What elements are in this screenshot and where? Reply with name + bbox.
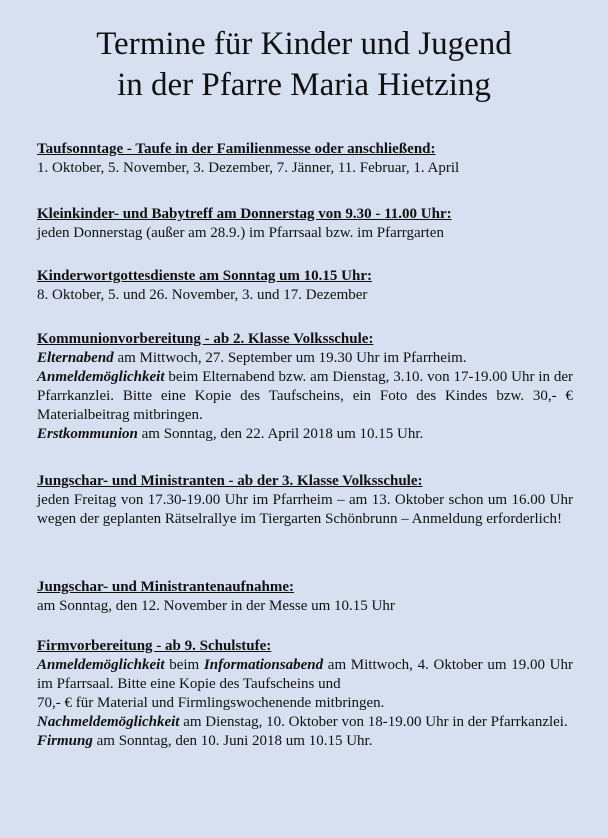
- erstkommunion-text: am Sonntag, den 22. April 2018 um 10.15 Uhr.: [137, 426, 424, 442]
- firm-anmeldung-paragraph: [37, 656, 573, 694]
- section-heading: Kleinkinder- und Babytreff am Donnerstag von 9.30 - 11.00 Uhr:: [37, 206, 452, 222]
- erstkommunion-label: Erstkommunion: [37, 426, 138, 442]
- anmeldung-paragraph: [37, 368, 573, 425]
- nachmeldung-paragraph: [37, 713, 573, 732]
- nachmeldung-label: Nachmeldemöglichkeit: [37, 714, 180, 730]
- firmung-paragraph: [37, 732, 573, 751]
- page-title: [0, 24, 608, 106]
- anmeldung-label: Anmeldemöglichkeit: [37, 369, 165, 385]
- section-text: 8. Oktober, 5. und 26. November, 3. und 17. Dezember: [37, 287, 368, 303]
- nachmeldung-text: am Dienstag, 10. Oktober von 18-19.00 Uhr in der Pfarrkanzlei.: [179, 714, 568, 730]
- section-heading: Jungschar- und Ministrantenaufnahme:: [37, 579, 294, 595]
- material-text: 70,- € für Material und Firmlingswochenende mitbringen.: [37, 695, 385, 711]
- informationsabend-label: Informationsabend: [203, 657, 324, 673]
- elternabend-label: Elternabend: [37, 350, 114, 366]
- section-text: am Sonntag, den 12. November in der Messe um 10.15 Uhr: [37, 598, 395, 614]
- section-text: jeden Freitag von 17.30-19.00 Uhr im Pfarrheim – am 13. Oktober schon um 16.00 Uhr wegen der geplanten Rätselrallye im Tiergarten Schönbrunn – Anmeldung erforderlich!: [37, 492, 573, 527]
- firmung-text: am Sonntag, den 10. Juni 2018 um 10.15 Uhr.: [92, 733, 373, 749]
- section-firmvorbereitung: [37, 637, 573, 751]
- section-text: 1. Oktober, 5. November, 3. Dezember, 7. Jänner, 11. Februar, 1. April: [37, 160, 460, 176]
- section-heading: Kommunionvorbereitung - ab 2. Klasse Volksschule:: [37, 331, 374, 347]
- section-ministrantenaufnahme: [37, 578, 573, 616]
- section-kommunionvorbereitung: [37, 330, 573, 444]
- firm-anmeldung-text: am Mittwoch, 4. Oktober um 19.00 Uhr im Pfarrsaal. Bitte eine Kopie des Taufscheins und: [37, 657, 573, 692]
- section-jungschar: [37, 472, 573, 529]
- title-line-2: in der Pfarre Maria Hietzing: [117, 67, 491, 103]
- section-heading: Firmvorbereitung - ab 9. Schulstufe:: [37, 638, 272, 654]
- anmeldung-text: beim Elternabend bzw. am Dienstag, 3.10. von 17-19.00 Uhr in der Pfarrkanzlei. Bitte eine Kopie des Taufscheins, ein Foto des Kindes bzw. 30,- € Materialbeitrag mitbringen.: [37, 369, 573, 423]
- section-text: jeden Donnerstag (außer am 28.9.) im Pfarrsaal bzw. im Pfarrgarten: [37, 225, 444, 241]
- section-kleinkinder: [37, 205, 573, 243]
- elternabend-text: am Mittwoch, 27. September um 19.30 Uhr im Pfarrheim.: [113, 350, 467, 366]
- section-taufsonntage: [37, 140, 573, 178]
- firm-anmeldung-mid: beim: [164, 657, 204, 673]
- firmung-label: Firmung: [37, 733, 93, 749]
- elternabend-paragraph: [37, 349, 573, 368]
- section-heading: Kinderwortgottesdienste am Sonntag um 10.15 Uhr:: [37, 268, 372, 284]
- section-heading: Taufsonntage - Taufe in der Familienmesse oder anschließend:: [37, 141, 436, 157]
- section-kinderwortgottesdienste: [37, 267, 573, 305]
- section-heading: Jungschar- und Ministranten - ab der 3. Klasse Volksschule:: [37, 473, 423, 489]
- erstkommunion-paragraph: [37, 425, 573, 444]
- firm-anmeldung-label: Anmeldemöglichkeit: [37, 657, 165, 673]
- title-line-1: Termine für Kinder und Jugend: [96, 26, 512, 62]
